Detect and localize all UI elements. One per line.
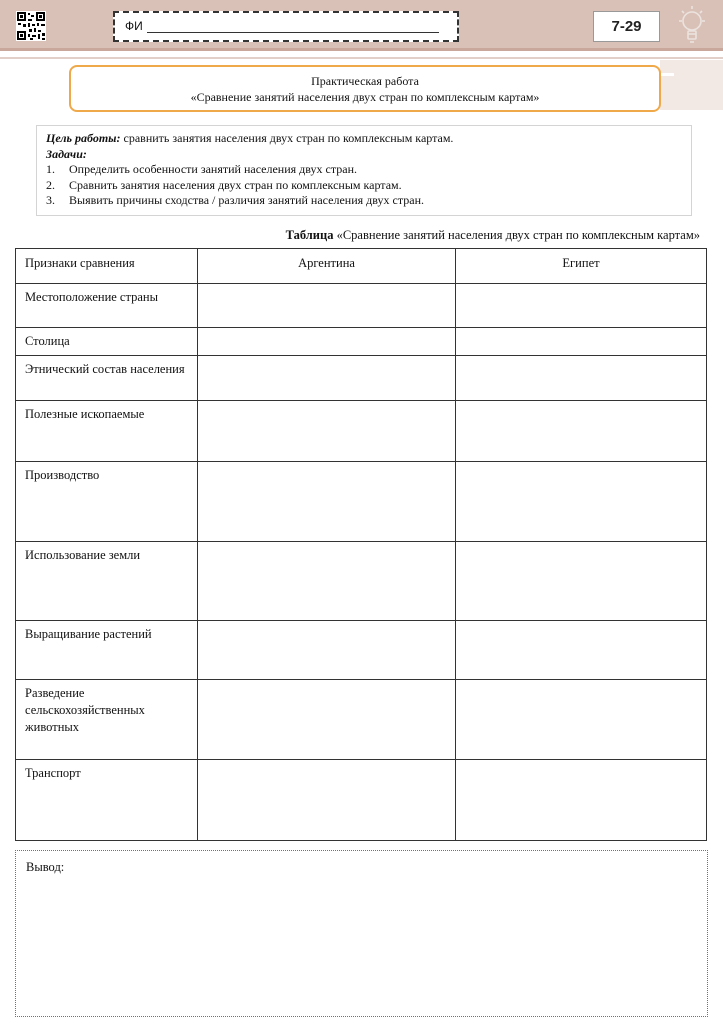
task-text: Выявить причины сходства / различия занятий населения двух стран. [69, 193, 424, 207]
answer-cell-egypt[interactable] [456, 542, 707, 621]
header-argentina: Аргентина [198, 249, 456, 284]
header-divider-thin [0, 57, 723, 59]
worksheet-title [69, 65, 661, 112]
answer-cell-egypt[interactable] [456, 284, 707, 328]
caption-label: Таблица [285, 228, 334, 242]
task-item [46, 193, 691, 209]
answer-cell-argentina[interactable] [198, 462, 456, 542]
goal-text: сравнить занятия населения двух стран по комплексным картам. [120, 131, 454, 145]
answer-cell-argentina[interactable] [198, 680, 456, 760]
row-label: Полезные ископаемые [16, 401, 198, 462]
goal-line [46, 131, 691, 147]
answer-cell-egypt[interactable] [456, 462, 707, 542]
answer-cell-argentina[interactable] [198, 542, 456, 621]
row-label: Выращивание растений [16, 621, 198, 680]
side-stripe [660, 73, 674, 76]
answer-cell-argentina[interactable] [198, 356, 456, 401]
task-item [46, 162, 691, 178]
header-criteria: Признаки сравнения [16, 249, 198, 284]
caption-text: «Сравнение занятий населения двух стран по комплексным картам» [333, 228, 700, 242]
answer-cell-egypt[interactable] [456, 621, 707, 680]
row-label: Этнический состав населения [16, 356, 198, 401]
answer-cell-egypt[interactable] [456, 328, 707, 356]
task-item [46, 178, 691, 194]
conclusion-label: Вывод: [26, 860, 65, 874]
conclusion-box[interactable] [15, 850, 708, 1017]
row-label: Столица [16, 328, 198, 356]
goal-section [36, 125, 692, 216]
title-line-2: «Сравнение занятий населения двух стран по комплексным картам» [190, 90, 540, 104]
name-underline [147, 32, 439, 33]
qr-code-icon [16, 11, 46, 41]
task-number: 2. [46, 177, 55, 192]
header-egypt: Египет [456, 249, 707, 284]
answer-cell-argentina[interactable] [198, 760, 456, 841]
task-number: 3. [46, 193, 55, 207]
table-row [16, 542, 707, 621]
header-divider [0, 48, 723, 51]
task-number: 1. [46, 162, 55, 176]
row-label: Разведение сельскохозяйственных животных [16, 680, 198, 760]
row-label: Транспорт [16, 760, 198, 841]
row-label: Производство [16, 462, 198, 542]
task-text: Сравнить занятия населения двух стран по комплексным картам. [69, 177, 402, 192]
table-row [16, 284, 707, 328]
row-label: Использование земли [16, 542, 198, 621]
table-row [16, 680, 707, 760]
student-name-field[interactable] [113, 11, 459, 42]
title-line-1: Практическая работа [311, 74, 419, 88]
lightbulb-icon [676, 4, 708, 53]
table-row [16, 462, 707, 542]
answer-cell-argentina[interactable] [198, 621, 456, 680]
table-row [16, 401, 707, 462]
answer-cell-argentina[interactable] [198, 284, 456, 328]
tasks-label: Задачи: [46, 146, 87, 161]
answer-cell-argentina[interactable] [198, 328, 456, 356]
goal-label: Цель работы: [46, 131, 121, 145]
answer-cell-egypt[interactable] [456, 680, 707, 760]
table-header-row [16, 249, 707, 284]
row-label: Местоположение страны [16, 284, 198, 328]
table-caption [286, 228, 700, 243]
worksheet-code: 7-29 [593, 11, 660, 42]
comparison-table [15, 248, 707, 841]
table-row [16, 328, 707, 356]
answer-cell-egypt[interactable] [456, 401, 707, 462]
task-text: Определить особенности занятий населения двух стран. [69, 162, 357, 176]
answer-cell-argentina[interactable] [198, 401, 456, 462]
table-row [16, 356, 707, 401]
table-row [16, 760, 707, 841]
answer-cell-egypt[interactable] [456, 760, 707, 841]
name-label: ФИ [125, 19, 143, 33]
answer-cell-egypt[interactable] [456, 356, 707, 401]
table-row [16, 621, 707, 680]
side-decoration [660, 60, 723, 110]
